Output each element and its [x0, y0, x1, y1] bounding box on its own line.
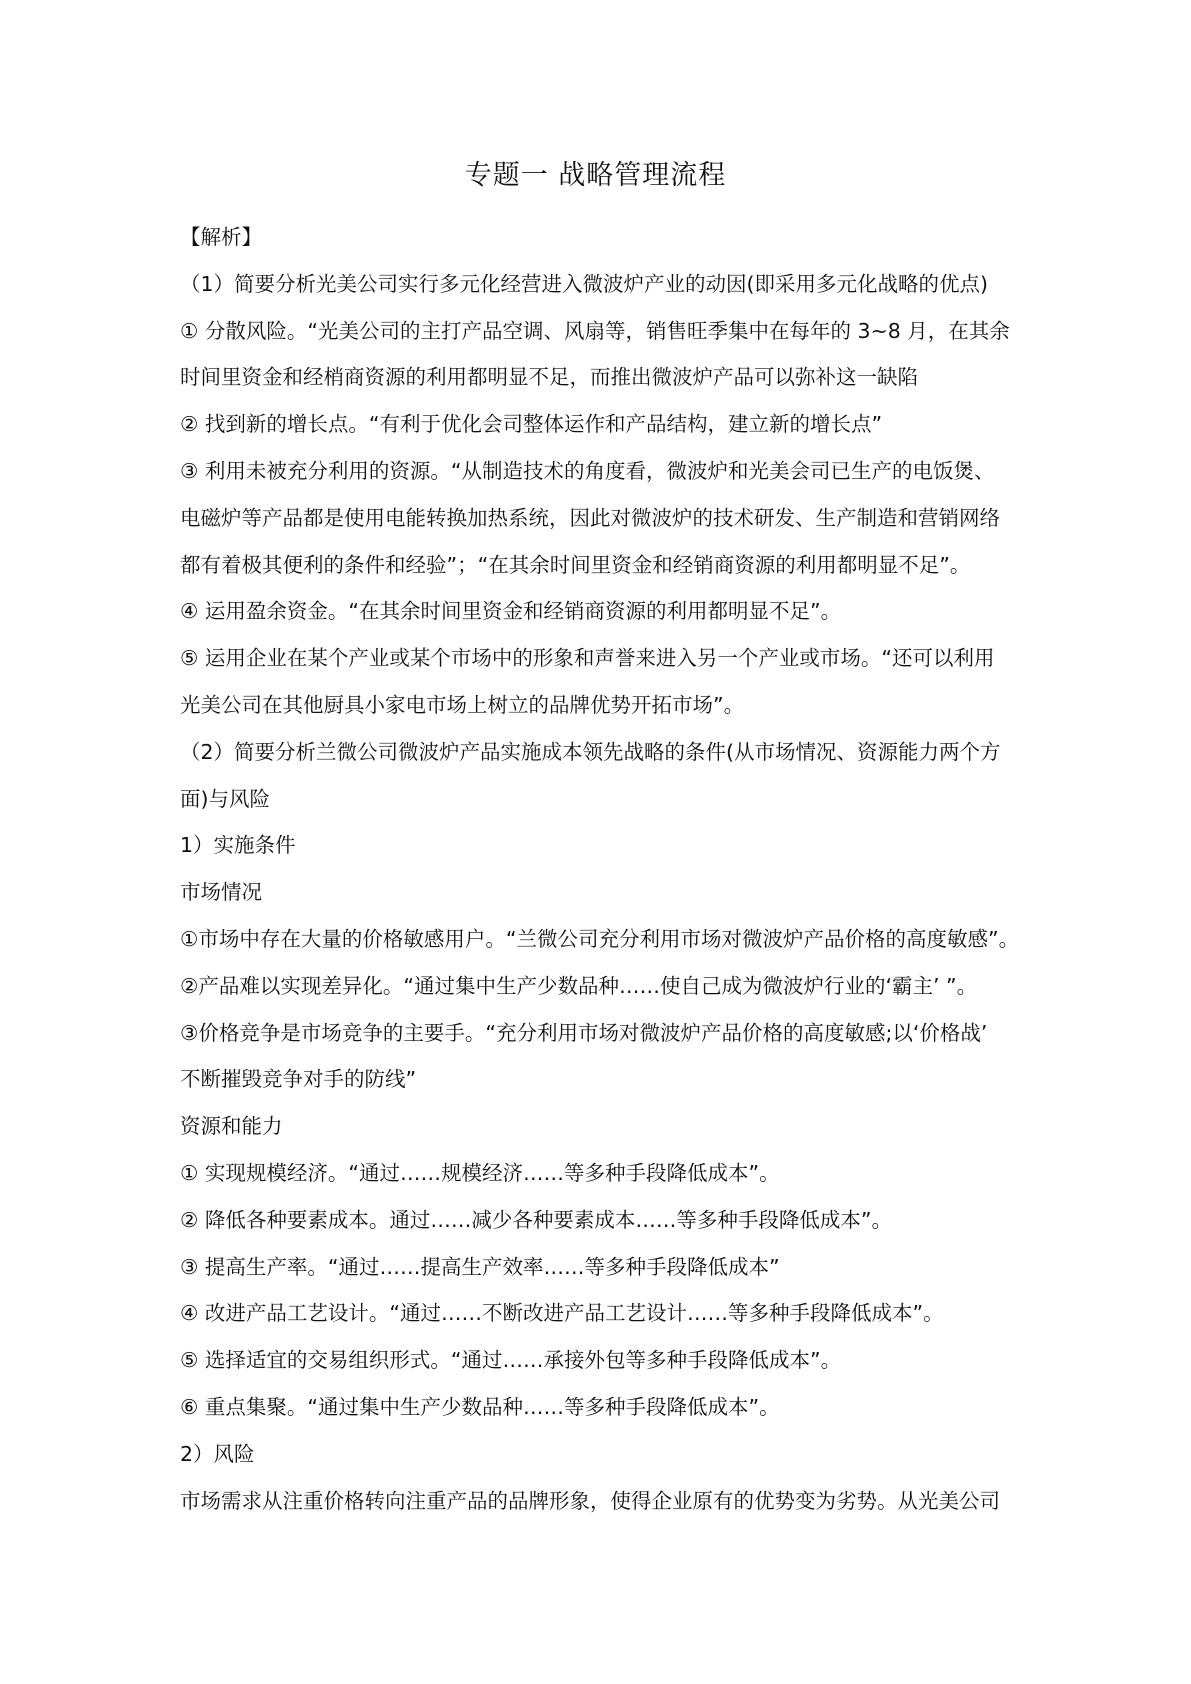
body-line: 【解析】: [180, 225, 262, 249]
body-line: 市场需求从注重价格转向注重产品的品牌形象，使得企业原有的优势变为劣势。从光美公司: [180, 1488, 1000, 1513]
body-line: ④ 运用盈余资金。“在其余时间里资金和经销商资源的利用都明显不足”。: [180, 599, 842, 624]
body-line: ③价格竞争是市场竞争的主要手。“充分利用市场对微波炉产品价格的高度敏感;以‘价格战’: [180, 1020, 988, 1045]
body-line: ⑤ 选择适宜的交易组织形式。“通过……承接外包等多种手段降低成本”。: [180, 1348, 842, 1373]
body-line: 不断摧毁竞争对手的防线”: [180, 1067, 417, 1092]
body-line: ⑥ 重点集聚。“通过集中生产少数品种……等多种手段降低成本”。: [180, 1394, 780, 1419]
body-line: ②产品难以实现差异化。“通过集中生产少数品种……使自己成为微波炉行业的‘霸主’ ”。: [180, 973, 978, 998]
body-line: 时间里资金和经梢商资源的利用都明显不足，而推出微波炉产品可以弥补这一缺陷: [180, 365, 918, 390]
page-title: 专题一 战略管理流程: [464, 160, 727, 191]
body-line: ① 实现规模经济。“通过……规模经济……等多种手段降低成本”。: [180, 1160, 780, 1185]
body-line: 都有着极其便利的条件和经验”；“在其余时间里资金和经销商资源的利用都明显不足”。: [180, 552, 971, 577]
body-line: ① 分散风险。“光美公司的主打产品空调、风扇等，销售旺季集中在每年的 3~8 月，在其余: [180, 318, 1010, 343]
body-line: ④ 改进产品工艺设计。“通过……不断改进产品工艺设计……等多种手段降低成本”。: [180, 1301, 944, 1326]
body-line: 2）风险: [180, 1441, 255, 1466]
body-line: ⑤ 运用企业在某个产业或某个市场中的形象和声誉来进入另一个产业或市场。“还可以利用: [180, 646, 995, 671]
body-line: 光美公司在其他厨具小家电市场上树立的品牌优势开拓市场”。: [180, 692, 745, 717]
body-line: ③ 利用未被充分利用的资源。“从制造技术的角度看，微波炉和光美会司已生产的电饭煲、: [180, 458, 995, 483]
body-line: 1）实施条件: [180, 833, 296, 858]
body-line: （1）简要分析光美公司实行多元化经营进入微波炉产业的动因(即采用多元化战略的优点): [180, 271, 989, 296]
body-line: ② 降低各种要素成本。通过……减少各种要素成本……等多种手段降低成本”。: [180, 1207, 893, 1232]
body-line: ② 找到新的增长点。“有利于优化会司整体运作和产品结构，建立新的增长点”: [180, 412, 883, 437]
document-body: [180, 214, 1035, 1524]
body-line: 市场情况: [180, 880, 262, 905]
body-line: （2）简要分析兰微公司微波炉产品实施成本领先战略的条件(从市场情况、资源能力两个方: [180, 739, 1001, 764]
body-line: 电磁炉等产品都是使用电能转换加热系统，因此对微波炉的技术研发、生产制造和营销网络: [180, 505, 1000, 530]
body-line: ③ 提高生产率。“通过……提高生产效率……等多种手段降低成本”: [180, 1254, 780, 1279]
body-line: 面)与风险: [180, 786, 270, 811]
body-line: ①市场中存在大量的价格敏感用户。“兰微公司充分利用市场对微波炉产品价格的高度敏感”。: [180, 926, 1020, 951]
body-line: 资源和能力: [180, 1114, 283, 1139]
